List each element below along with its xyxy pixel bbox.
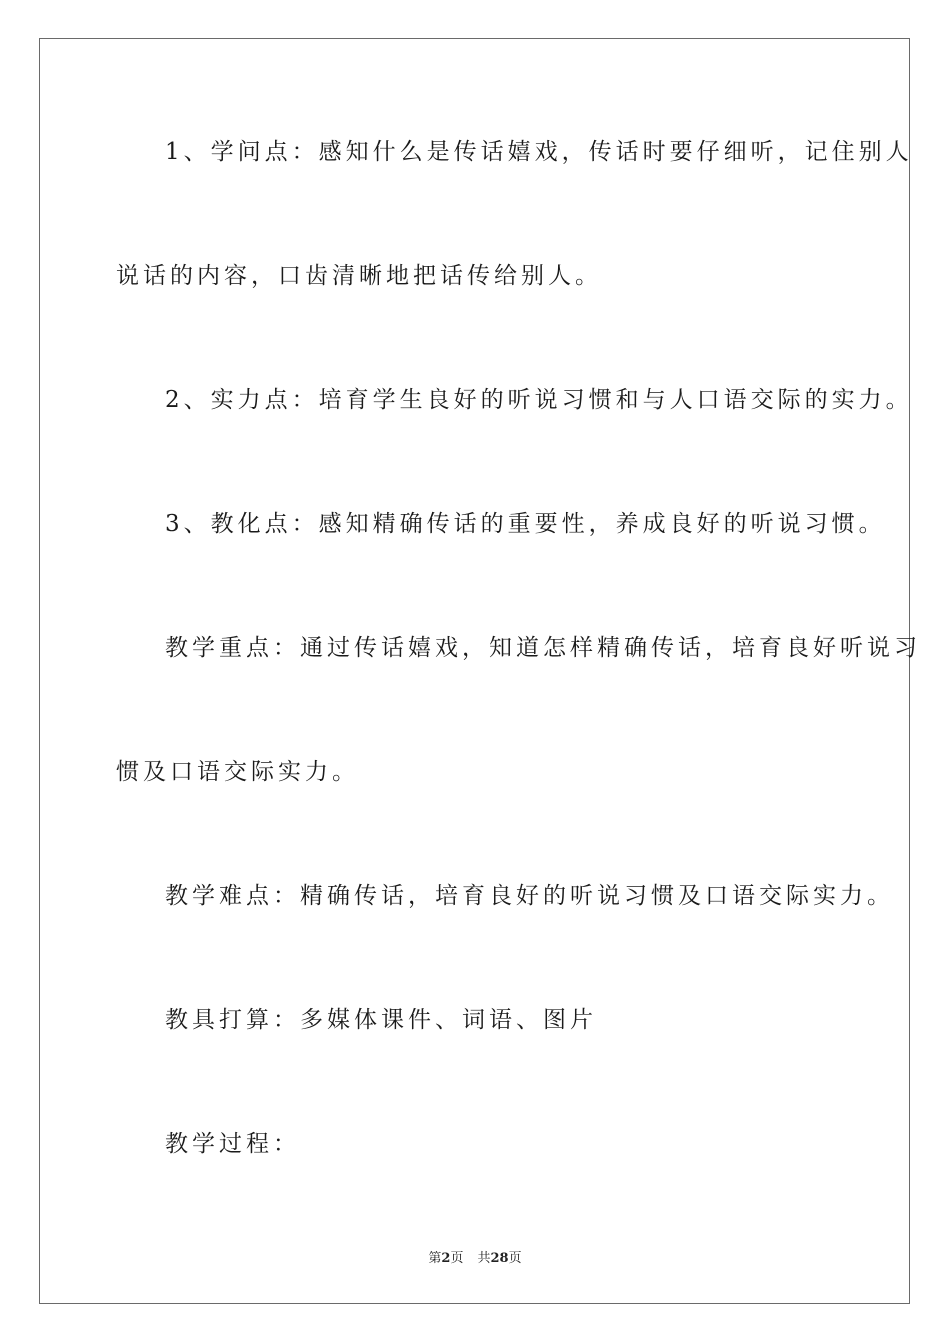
footer-total-pages: 28 — [490, 1251, 509, 1266]
paragraph-line-9: 教学过程： — [165, 1131, 300, 1157]
paragraph-line-8: 教具打算：多媒体课件、词语、图片 — [165, 1007, 597, 1033]
page-footer — [0, 1247, 950, 1266]
paragraph-line-3: 2、实力点：培育学生良好的听说习惯和与人口语交际的实力。 — [165, 387, 913, 413]
page-border — [39, 38, 910, 1304]
paragraph-line-5: 教学重点：通过传话嬉戏，知道怎样精确传话，培育良好听说习 — [165, 635, 921, 661]
paragraph-line-2: 说话的内容，口齿清晰地把话传给别人。 — [116, 263, 602, 289]
paragraph-line-6: 惯及口语交际实力。 — [116, 759, 359, 785]
footer-page-suffix: 页 — [450, 1251, 464, 1266]
paragraph-line-4: 3、教化点：感知精确传话的重要性，养成良好的听说习惯。 — [165, 511, 886, 537]
footer-page-prefix: 第 — [428, 1251, 442, 1266]
paragraph-line-1: 1、学问点：感知什么是传话嬉戏，传话时要仔细听，记住别人 — [165, 139, 913, 165]
paragraph-line-7: 教学难点：精确传话，培育良好的听说习惯及口语交际实力。 — [165, 883, 894, 909]
footer-current-page: 2 — [441, 1251, 451, 1266]
footer-total-suffix: 页 — [508, 1251, 522, 1266]
footer-total-prefix: 共 — [477, 1251, 491, 1266]
